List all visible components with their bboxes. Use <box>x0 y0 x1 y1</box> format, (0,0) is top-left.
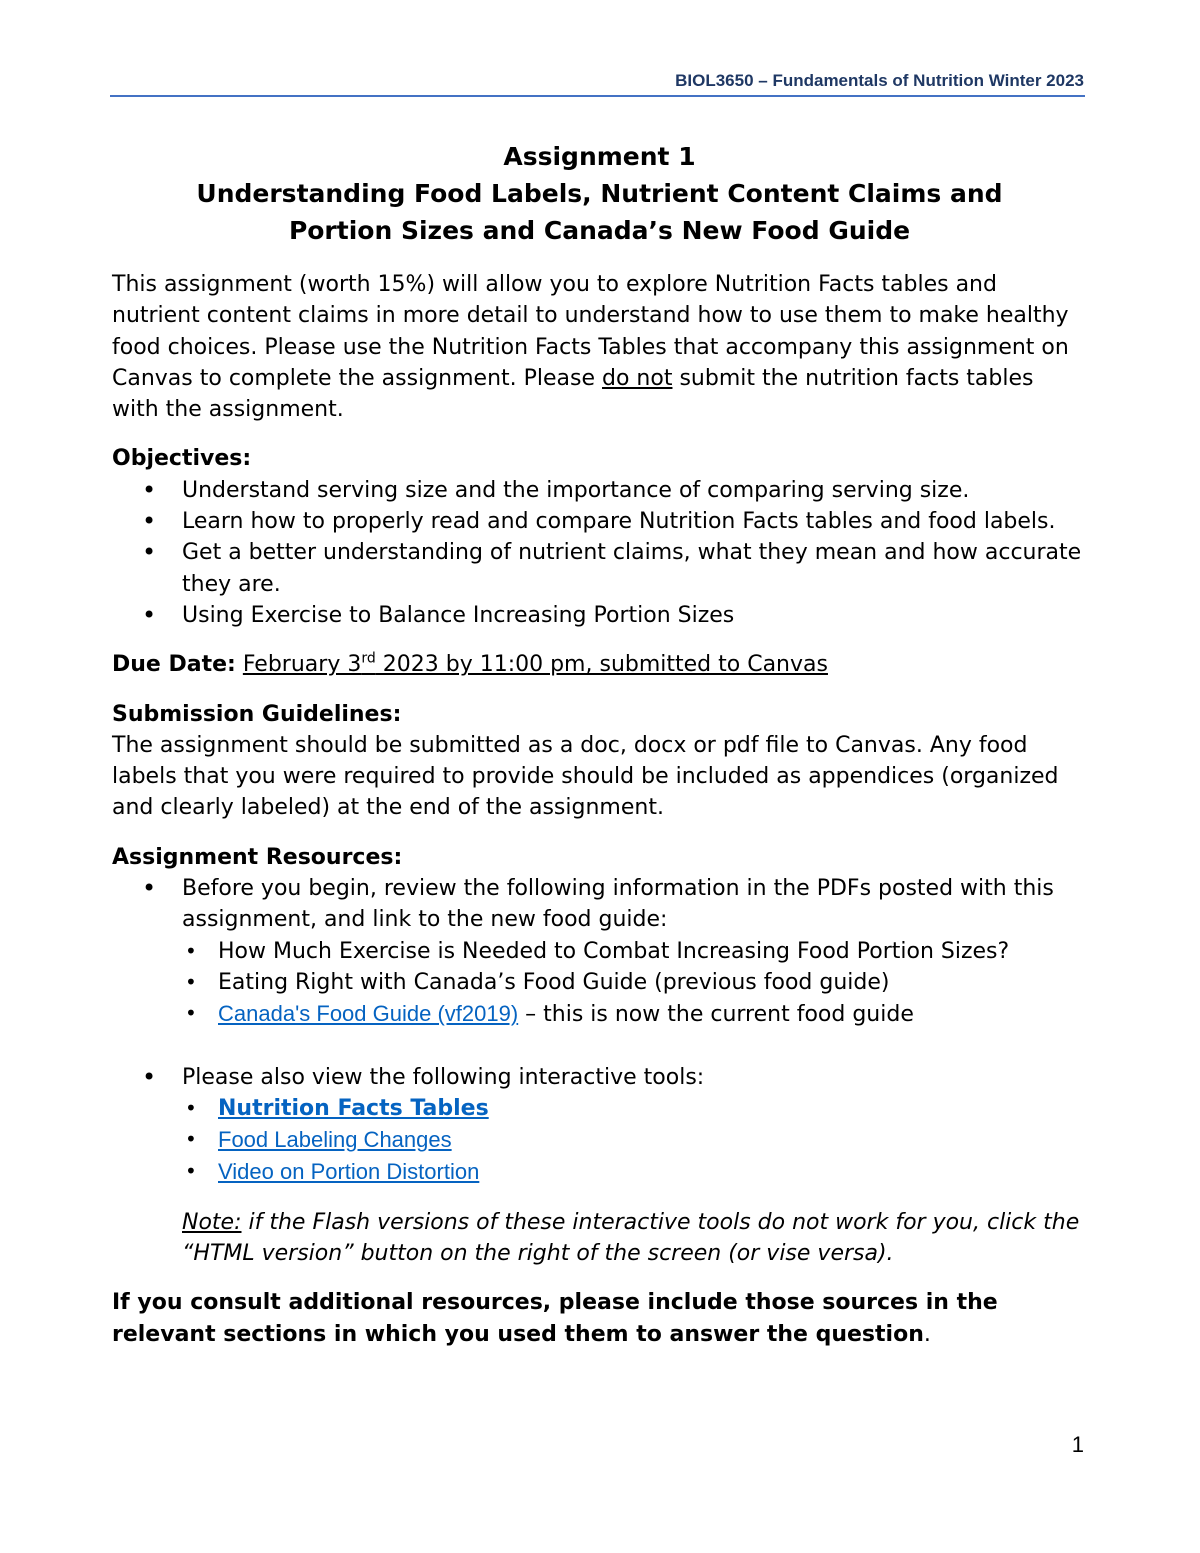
closing-text: If you consult additional resources, please include those sources in the relevant sections in which you used them to answer the question <box>112 1290 998 1347</box>
portion-distortion-video-link[interactable]: Video on Portion Distortion <box>218 1159 480 1185</box>
list-item <box>182 998 1087 1030</box>
closing-paragraph <box>112 1287 1087 1350</box>
resources-pdf-list <box>182 936 1087 1031</box>
document-header: BIOL3650 – Fundamentals of Nutrition Winter 2023 <box>675 71 1084 90</box>
document-body <box>112 138 1087 1350</box>
list-item: • Learn how to properly read and compare Nutrition Facts tables and food labels. <box>112 506 1087 537</box>
tools-list <box>182 1093 1087 1189</box>
due-date-rest: 2023 by 11:00 pm, submitted to Canvas <box>375 652 828 678</box>
due-date <box>112 649 1087 680</box>
objectives-list <box>112 475 1087 631</box>
guide-link-suffix: – this is now the current food guide <box>518 1002 914 1028</box>
resources-heading: Assignment Resources: <box>112 844 403 870</box>
note-label: Note: <box>182 1209 242 1235</box>
header-divider <box>110 95 1085 97</box>
spacer <box>182 1031 1087 1062</box>
intro-emphasis: do not <box>602 365 673 391</box>
title-line-1: Assignment 1 <box>503 142 696 171</box>
due-date-day: February 3 <box>242 652 362 678</box>
title-line-2: Understanding Food Labels, Nutrient Content Claims and <box>196 179 1003 208</box>
list-item: • Using Exercise to Balance Increasing Portion Sizes <box>112 600 1087 631</box>
list-item: • Get a better understanding of nutrient claims, what they mean and how accurate they are. <box>112 537 1087 600</box>
resources-item-text: Before you begin, review the following information in the PDFs posted with this assignment, and link to the new food guide: <box>182 876 1054 933</box>
objectives-heading: Objectives: <box>112 446 252 472</box>
tools-intro-text: Please also view the following interactive tools: <box>182 1064 705 1090</box>
intro-paragraph <box>112 269 1087 425</box>
food-labeling-changes-link[interactable]: Food Labeling Changes <box>218 1127 452 1153</box>
list-item: • Eating Right with Canada’s Food Guide (previous food guide) <box>182 967 1087 998</box>
intro-text-a: This assignment (worth 15%) will allow you to explore Nutrition Facts tables and nutrient content claims in more detail to understand how to use them to make healthy food choices. Please use the Nutrition Facts Tables that accompany this assignment on Canvas to complete the assignment. Please <box>112 272 1069 391</box>
due-date-value <box>243 652 828 677</box>
due-date-label: Due Date: <box>112 652 236 678</box>
submission-text: The assignment should be submitted as a doc, docx or pdf file to Canvas. Any food labels that you were required to provide should be included as appendices (organized and clearly labeled) at the end of the assignment. <box>112 732 1059 821</box>
due-date-suffix: rd <box>361 650 376 667</box>
list-item <box>112 1062 1087 1189</box>
list-item <box>182 1124 1087 1156</box>
page-number: 1 <box>1071 1432 1084 1457</box>
list-item: • How Much Exercise is Needed to Combat Increasing Food Portion Sizes? <box>182 936 1087 967</box>
submission-heading: Submission Guidelines: <box>112 701 402 727</box>
list-item <box>112 873 1087 1061</box>
list-item <box>182 1093 1087 1124</box>
resources-list <box>112 873 1087 1189</box>
list-item <box>182 1156 1087 1188</box>
canada-food-guide-link[interactable]: Canada's Food Guide (vf2019) <box>218 1001 519 1027</box>
note-text: if the Flash versions of these interactive tools do not work for you, click the “HTML version” button on the right of the screen (or vise versa). <box>182 1209 1080 1267</box>
intro-text-b: submit the nutrition facts tables with the assignment. <box>112 365 1034 423</box>
title-line-3: Portion Sizes and Canada’s New Food Guide <box>288 216 911 245</box>
list-item: • Understand serving size and the importance of comparing serving size. <box>112 475 1087 506</box>
assignment-title <box>112 138 1087 249</box>
closing-period: . <box>923 1321 931 1347</box>
nutrition-facts-tables-link[interactable]: Nutrition Facts Tables <box>218 1095 489 1121</box>
note-paragraph <box>112 1207 1087 1270</box>
